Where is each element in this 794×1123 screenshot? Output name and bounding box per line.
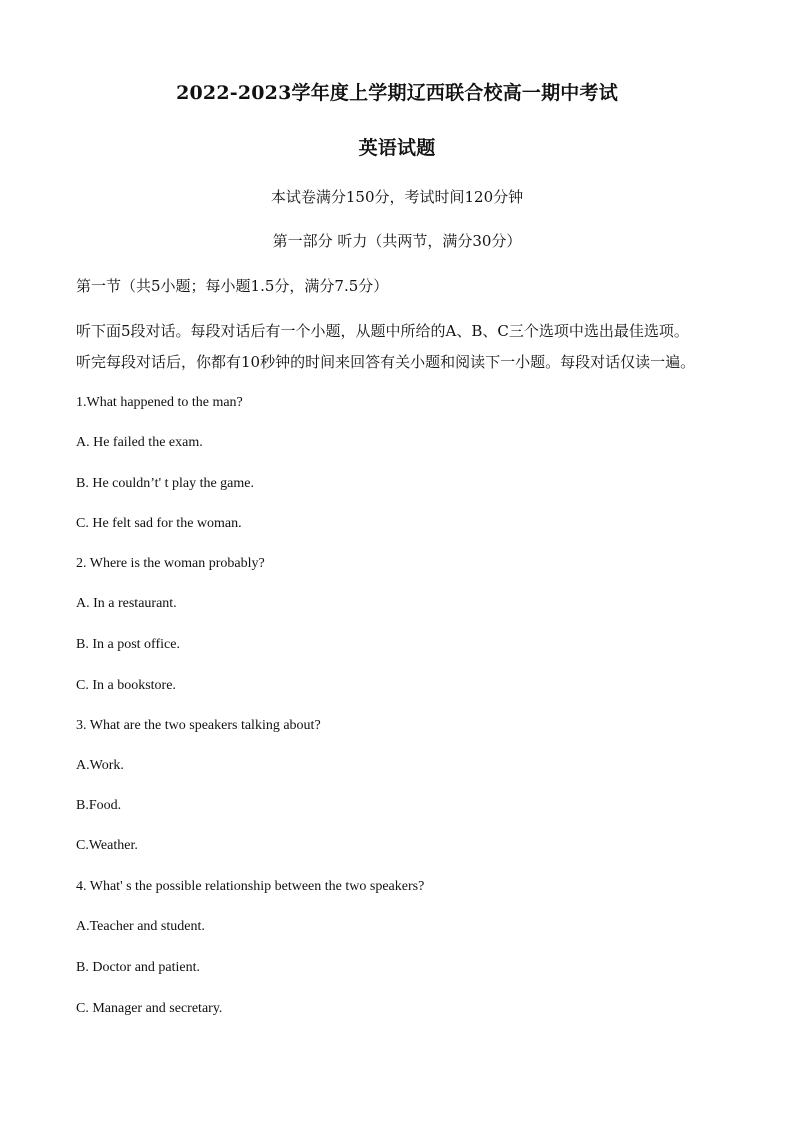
question-4-option-c: C. Manager and secretary. [76,1001,223,1016]
question-3-stem: 3. What are the two speakers talking about? [76,718,321,733]
question-3-option-a: A.Work. [76,758,124,773]
exam-info: 本试卷满分150分，考试时间120分钟 [270,188,524,206]
instruction-line-1: 听下面5段对话。每段对话后有一个小题，从题中所给的A、B、C三个选项中选出最佳选项。 [76,322,689,340]
question-2-option-c: C. In a bookstore. [76,678,176,693]
section-title: 第一节（共5小题；每小题1.5分，满分7.5分） [76,277,389,295]
question-1-option-b: B. He couldn’t' t play the game. [76,476,255,491]
question-3-option-c: C.Weather. [76,838,138,853]
question-3-option-b: B.Food. [76,798,122,813]
question-2-stem: 2. Where is the woman probably? [76,556,265,571]
question-2-option-b: B. In a post office. [76,637,180,652]
question-1-option-c: C. He felt sad for the woman. [76,516,242,531]
question-4-stem: 4. What' s the possible relationship between the two speakers? [76,879,425,894]
question-1-stem: 1.What happened to the man? [76,395,243,410]
subject-title: 英语试题 [358,137,436,159]
question-1-option-a: A. He failed the exam. [76,435,203,450]
question-2-option-a: A. In a restaurant. [76,596,177,611]
instruction-line-2: 听完每段对话后，你都有10秒钟的时间来回答有关小题和阅读下一小题。每段对话仅读一遍。 [76,353,696,371]
question-4-option-b: B. Doctor and patient. [76,960,201,975]
question-4-option-a: A.Teacher and student. [76,919,205,934]
part-title: 第一部分 听力（共两节，满分30分） [272,232,522,250]
exam-main-title: 2022-2023学年度上学期辽西联合校高一期中考试 [176,82,618,104]
